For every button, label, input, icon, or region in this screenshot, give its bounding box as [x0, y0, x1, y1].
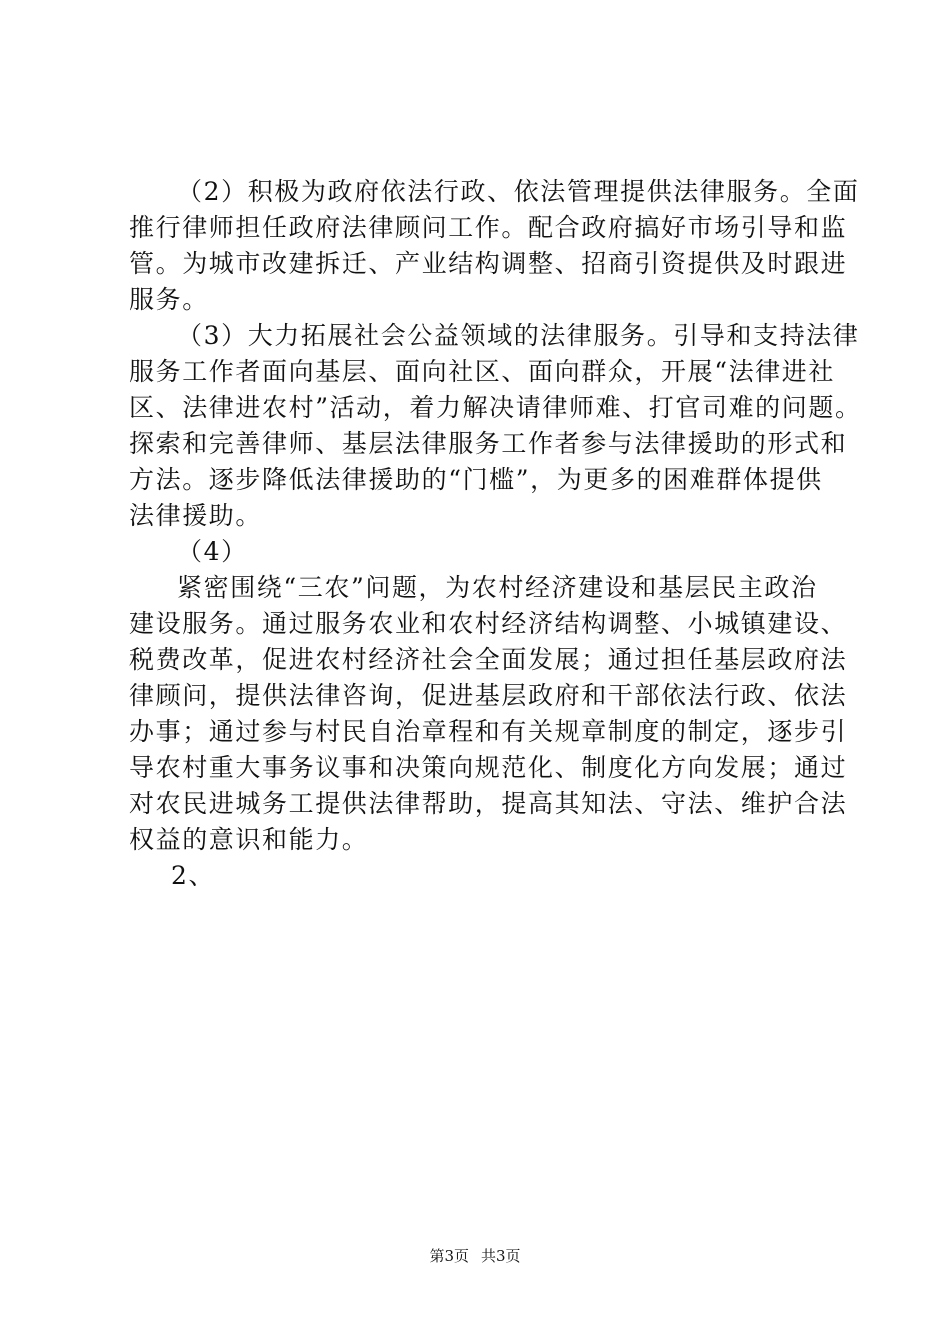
paragraph-3-line-2: 服务工作者面向基层、面向社区、面向群众，开展“法律进社	[129, 357, 835, 386]
paragraph-3-line-3: 区、法律进农村”活动，着力解决请律师难、打官司难的问题。	[129, 393, 862, 422]
page-number: 第3页	[429, 1247, 469, 1265]
paragraph-4-line-6: 导农村重大事务议事和决策向规范化、制度化方向发展；通过	[129, 753, 848, 782]
paragraph-2-line-3: 管。为城市改建拆迁、产业结构调整、招商引资提供及时跟进	[129, 249, 848, 278]
page-footer	[0, 1246, 950, 1266]
paragraph-3-line-6: 法律援助。	[129, 501, 263, 530]
paragraph-2-line-1: （2）积极为政府依法行政、依法管理提供法律服务。全面	[177, 177, 860, 206]
paragraph-4-line-2: 建设服务。通过服务农业和农村经济结构调整、小城镇建设、	[129, 609, 848, 638]
paragraph-4-line-5: 办事；通过参与村民自治章程和有关规章制度的制定，逐步引	[129, 717, 848, 746]
paragraph-2-line-4: 服务。	[129, 285, 209, 314]
paragraph-4-line-4: 律顾问，提供法律咨询，促进基层政府和干部依法行政、依法	[129, 681, 848, 710]
paragraph-4-line-7: 对农民进城务工提供法律帮助，提高其知法、守法、维护合法	[129, 789, 848, 818]
paragraph-4-line-1: 紧密围绕“三农”问题，为农村经济建设和基层民主政治	[177, 573, 818, 602]
paragraph-4-heading: （4）	[177, 537, 248, 566]
page-total: 共3页	[481, 1247, 521, 1265]
paragraph-4-line-8: 权益的意识和能力。	[129, 825, 369, 854]
paragraph-4-line-3: 税费改革，促进农村经济社会全面发展；通过担任基层政府法	[129, 645, 848, 674]
section-number: 2、	[171, 861, 216, 890]
document-body	[129, 174, 862, 894]
paragraph-2-line-2: 推行律师担任政府法律顾问工作。配合政府搞好市场引导和监	[129, 213, 848, 242]
paragraph-3-line-1: （3）大力拓展社会公益领域的法律服务。引导和支持法律	[177, 321, 860, 350]
paragraph-3-line-5: 方法。逐步降低法律援助的“门槛”，为更多的困难群体提供	[129, 465, 823, 494]
paragraph-3-line-4: 探索和完善律师、基层法律服务工作者参与法律援助的形式和	[129, 429, 848, 458]
